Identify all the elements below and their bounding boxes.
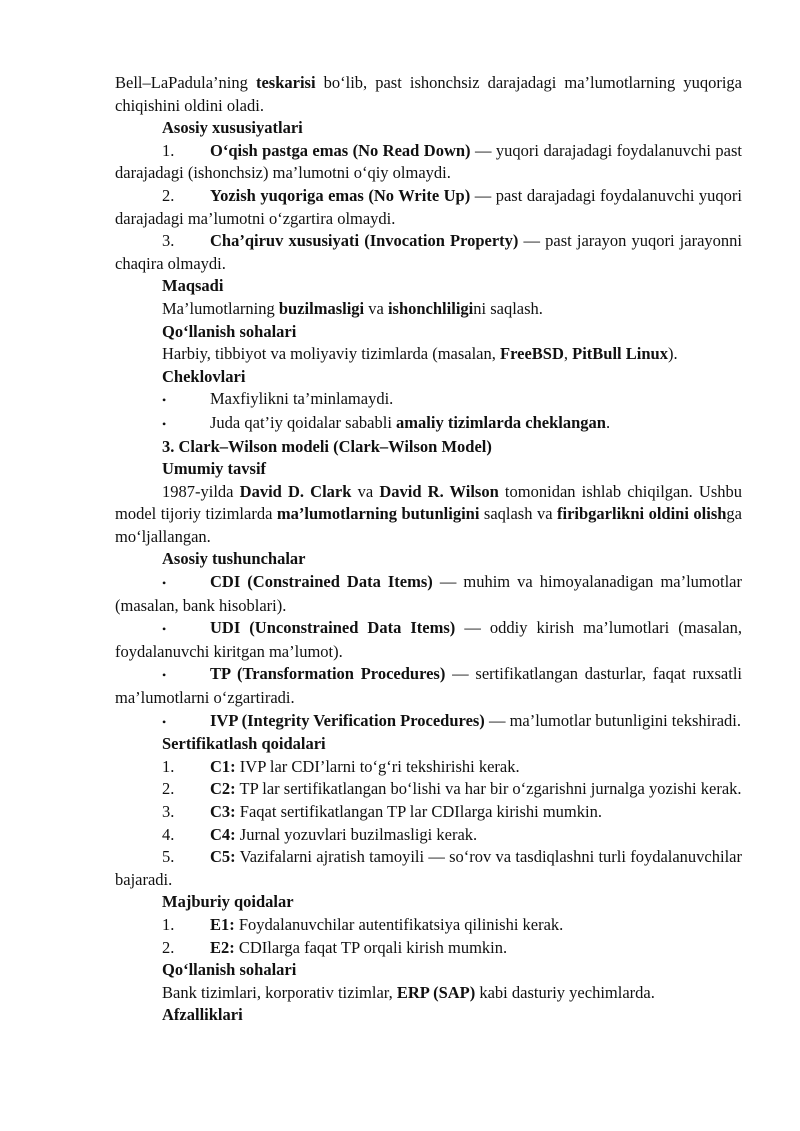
text: va (351, 481, 380, 501)
list-item (115, 937, 742, 960)
text: Foydalanuvchilar autentifikatsiya qilinishi kerak. (234, 914, 564, 934)
text: saqlash va (479, 504, 557, 524)
bullet-icon: • (162, 714, 167, 729)
bullet-icon: • (162, 622, 167, 637)
text: — yuqori darajadagi foydalanuvchi past darajadagi (ishonchsiz) ma’lumotni o‘qiy olmaydi. (115, 140, 742, 183)
list-item (115, 756, 742, 779)
bold-text: E2: (210, 937, 235, 957)
bold-text: C2: (210, 779, 236, 799)
list-item (115, 140, 742, 185)
text: Ma’lumotlarning (162, 298, 279, 318)
bold-text: firibgarlikni oldini olish (557, 504, 727, 524)
bold-text: O‘qish pastga emas (No Read Down) (210, 140, 471, 160)
text: 1987-yilda (162, 481, 240, 501)
paragraph (115, 481, 742, 549)
text: Faqat sertifikatlangan TP lar CDIlarga kirishi mumkin. (235, 802, 602, 821)
bold-text: C3: (210, 802, 236, 821)
bold-text: IVP (Integrity Verification Procedures) (210, 710, 485, 730)
section-heading: Afzalliklari (162, 1005, 243, 1025)
section-heading: Qo‘llanish sohalari (162, 321, 297, 341)
bold-text: PitBull Linux (572, 344, 668, 364)
bullet-icon: • (162, 576, 167, 591)
text: Bell–LaPadula’ning (115, 73, 256, 92)
section-title: 3. Clark–Wilson modeli (Clark–Wilson Model) (162, 436, 492, 456)
list-number: 1. (162, 914, 175, 934)
paragraph (115, 343, 742, 366)
list-number: 5. (162, 847, 175, 867)
bold-text: C5: (210, 847, 236, 867)
bullet-icon: • (162, 668, 167, 683)
section-heading: Maqsadi (162, 276, 224, 296)
text: . (605, 412, 611, 432)
bold-text: Yozish yuqoriga emas (No Write Up) (210, 185, 471, 205)
list-item (115, 824, 742, 847)
text: va (364, 298, 388, 318)
list-number: 4. (162, 824, 175, 844)
text: — oddiy kirish ma’lumotlari (masalan, foydalanuvchi kiritgan ma’lumot). (115, 618, 742, 661)
text: , (563, 344, 573, 364)
text: tomonidan ishlab chiqilgan. Ushbu model tijoriy tizimlarda (115, 481, 743, 524)
text: bo‘lib, past ishonchsiz darajadagi ma’lumotlarning yuqoriga chiqishini oldini oladi. (115, 73, 743, 115)
section-heading: Cheklovlari (162, 366, 246, 386)
text: Bank tizimlari, korporativ tizimlar, (162, 982, 397, 1002)
list-number: 1. (162, 140, 175, 160)
text: — past jarayon yuqori jarayonni chaqira olmaydi. (115, 231, 742, 273)
section-heading: Umumiy tavsif (162, 459, 267, 479)
text: TP lar sertifikatlangan bo‘lishi va har bir o‘zgarishni jurnalga yozishi kerak. (235, 779, 742, 799)
text: Harbiy, tibbiyot va moliyaviy tizimlarda (masalan, (162, 344, 501, 364)
text: Maxfiylikni ta’minlamaydi. (210, 389, 394, 409)
list-number: 2. (162, 185, 175, 205)
document-page (115, 72, 742, 1027)
list-item (115, 185, 742, 230)
paragraph (115, 982, 742, 1005)
bold-text: UDI (Unconstrained Data Items) (210, 618, 456, 638)
bold-text: teskarisi (255, 73, 316, 92)
text: Jurnal yozuvlari buzilmasligi kerak. (235, 824, 478, 844)
bullet-item (115, 571, 742, 617)
bold-text: amaliy tizimlarda cheklangan (396, 412, 606, 432)
bold-text: C1: (210, 756, 236, 776)
list-number: 3. (162, 231, 175, 251)
text: CDIlarga faqat TP orqali kirish mumkin. (234, 937, 508, 957)
list-item (115, 914, 742, 937)
text: IVP lar CDI’larni to‘g‘ri tekshirishi kerak. (235, 756, 520, 776)
section-heading: Sertifikatlash qoidalari (162, 734, 326, 754)
text: ni saqlash. (473, 298, 543, 318)
bold-text: C4: (210, 824, 236, 844)
bold-text: E1: (210, 914, 235, 934)
text: — muhim va himoyalanadigan ma’lumotlar (masalan, bank hisoblari). (115, 572, 743, 615)
text: ). (667, 344, 678, 364)
bold-text: ishonchliligi (387, 298, 474, 318)
bullet-item (115, 388, 742, 412)
bullet-icon: • (162, 393, 167, 408)
text: ga mo‘ljallangan. (115, 504, 742, 546)
list-number: 3. (162, 802, 175, 821)
list-number: 1. (162, 756, 175, 776)
bold-text: David R. Wilson (379, 481, 499, 501)
list-item (115, 230, 742, 275)
section-heading: Qo‘llanish sohalari (162, 960, 297, 980)
bullet-item (115, 663, 742, 709)
text: Vazifalarni ajratish tamoyili — so‘rov va tasdiqlashni turli foydalanuvchilar bajaradi. (115, 847, 742, 889)
bold-text: FreeBSD (500, 344, 564, 364)
bold-text: TP (Transformation Procedures) (210, 664, 446, 684)
text: — ma’lumotlar butunligini tekshiradi. (484, 710, 741, 730)
bold-text: buzilmasligi (278, 298, 365, 318)
text: — sertifikatlangan dasturlar, faqat ruxsatli ma’lumotlarni o‘zgartiradi. (115, 664, 742, 708)
section-heading: Asosiy xususiyatlari (162, 118, 303, 138)
bold-text: ERP (SAP) (396, 982, 476, 1002)
bullet-item (115, 710, 742, 734)
text: Juda qat’iy qoidalar sababli (210, 412, 397, 432)
section-heading: Majburiy qoidalar (162, 892, 294, 912)
bullet-item (115, 617, 742, 663)
list-item (115, 801, 742, 824)
bold-text: Cha’qiruv xususiyati (Invocation Property) (210, 231, 519, 251)
text: kabi dasturiy yechimlarda. (475, 982, 655, 1002)
bold-text: David D. Clark (239, 481, 352, 501)
list-item (115, 846, 742, 891)
bold-text: CDI (Constrained Data Items) (210, 572, 433, 592)
paragraph (115, 298, 742, 321)
bullet-icon: • (162, 416, 167, 431)
list-number: 2. (162, 779, 175, 799)
list-number: 2. (162, 937, 175, 957)
bold-text: ma’lumotlarning butunligini (276, 504, 480, 524)
intro-paragraph (115, 72, 742, 117)
list-item (115, 778, 742, 801)
text: — past darajadagi foydalanuvchi yuqori darajadagi ma’lumotni o‘zgartira olmaydi. (115, 185, 742, 228)
section-heading: Asosiy tushunchalar (162, 549, 306, 569)
bullet-item (115, 412, 742, 436)
